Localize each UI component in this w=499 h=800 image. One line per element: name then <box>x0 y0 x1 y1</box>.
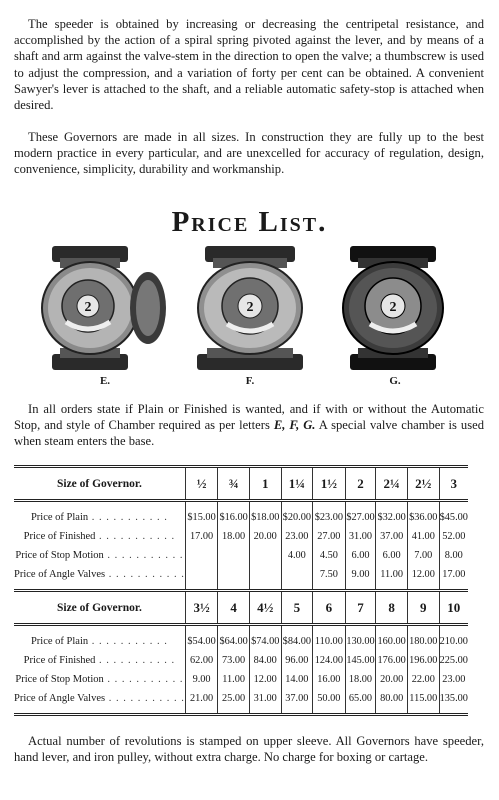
price-row <box>14 689 468 708</box>
price-row <box>14 565 468 584</box>
price-cell: 9.00 <box>345 565 376 584</box>
valve-g-illustration <box>320 244 470 374</box>
price-cell: 4.00 <box>281 546 313 565</box>
price-row-label-text: Price of Angle Valves <box>14 692 106 704</box>
governor-size: 8 <box>376 591 408 625</box>
chamber-letters: E, F, G. <box>273 418 316 433</box>
price-cell: 62.00 <box>185 651 217 670</box>
price-cell: $84.00 <box>281 632 313 651</box>
valve-f-illustration <box>175 244 325 374</box>
price-cell: 110.00 <box>313 632 345 651</box>
price-list-title: Price List. <box>171 206 328 238</box>
price-cell: 41.00 <box>407 527 439 546</box>
price-cell <box>185 565 217 584</box>
order-instructions <box>14 401 484 450</box>
price-row-label-text: Price of Stop Motion <box>15 673 104 685</box>
price-row-label: Price of Angle Valves . . . . . . . . . . . <box>14 692 185 704</box>
price-cell: $45.00 <box>439 508 468 527</box>
price-cell: 196.00 <box>407 651 439 670</box>
price-row <box>14 527 468 546</box>
valve-e-illustration <box>30 244 180 374</box>
price-cell: 37.00 <box>376 527 408 546</box>
price-cell: $32.00 <box>376 508 408 527</box>
price-cell: 6.00 <box>345 546 376 565</box>
governor-size: 5 <box>281 591 313 625</box>
valve-e-number: 2 <box>84 300 92 315</box>
intro-paragraph-speeder: The speeder is obtained by increasing or decreasing the centripetal resistance, and accomplished by the action of a spiral spring pivoted against the lever, and by means of a shaft and arm against the valve-stem in the direction to open the valve; a thumbscrew is used to adjust the compression, and a variation of forty per cent can be obtained. A convenient Sawyer's lever is attached to the shaft, and a reliable automatic safety-stop is attached when desired. <box>14 17 484 113</box>
price-cell: $23.00 <box>313 508 345 527</box>
price-cell <box>185 546 217 565</box>
governor-size: 2 <box>345 467 376 501</box>
governor-size: 9 <box>407 591 439 625</box>
price-cell: 50.00 <box>313 689 345 708</box>
price-cell <box>249 565 281 584</box>
price-cell: 20.00 <box>249 527 281 546</box>
price-cell: 17.00 <box>185 527 217 546</box>
price-cell: 22.00 <box>407 670 439 689</box>
price-cell: $16.00 <box>218 508 250 527</box>
price-row-label-text: Price of Finished <box>23 654 96 666</box>
price-cell: 18.00 <box>345 670 376 689</box>
price-cell: 7.50 <box>313 565 345 584</box>
size-header-label: Size of Governor. <box>14 591 185 625</box>
price-cell: 96.00 <box>281 651 313 670</box>
price-row-label-text: Price of Plain <box>30 511 89 523</box>
price-row-label-text: Price of Plain <box>30 635 89 647</box>
order-note-text-after: A special valve chamber is used when steam enters the base. <box>14 418 484 449</box>
price-cell: 18.00 <box>218 527 250 546</box>
price-row-label: Price of Plain . . . . . . . . . . . <box>30 635 168 647</box>
governor-size: 7 <box>345 591 376 625</box>
price-cell: 145.00 <box>345 651 376 670</box>
price-row-label-text: Price of Stop Motion <box>15 549 104 561</box>
price-cell: 80.00 <box>376 689 408 708</box>
price-row-label: Price of Finished . . . . . . . . . . . <box>23 654 176 666</box>
price-cell: $74.00 <box>249 632 281 651</box>
size-header-label: Size of Governor. <box>14 467 185 501</box>
price-row <box>14 508 468 527</box>
price-cell <box>218 546 250 565</box>
price-cell: 8.00 <box>439 546 468 565</box>
price-cell: 9.00 <box>185 670 217 689</box>
price-cell <box>218 565 250 584</box>
price-cell: 37.00 <box>281 689 313 708</box>
price-cell: 25.00 <box>218 689 250 708</box>
price-row-label: Price of Angle Valves . . . . . . . . . . . <box>14 568 185 580</box>
valve-e-caption: E. <box>99 375 111 387</box>
price-cell: 115.00 <box>407 689 439 708</box>
price-cell: 65.00 <box>345 689 376 708</box>
governor-size: 4 <box>218 591 250 625</box>
price-cell: 176.00 <box>376 651 408 670</box>
valve-g-number: 2 <box>389 300 397 315</box>
price-row-label: Price of Finished . . . . . . . . . . . <box>23 530 176 542</box>
price-cell: 31.00 <box>249 689 281 708</box>
price-row <box>14 546 468 565</box>
governor-size: 6 <box>313 591 345 625</box>
price-cell: 12.00 <box>407 565 439 584</box>
price-cell: 17.00 <box>439 565 468 584</box>
valve-f-number: 2 <box>246 300 254 315</box>
governor-size: 2¼ <box>376 467 408 501</box>
governor-size: 4½ <box>249 591 281 625</box>
price-cell: $15.00 <box>185 508 217 527</box>
price-cell: $20.00 <box>281 508 313 527</box>
size-header-row <box>14 467 468 501</box>
price-cell <box>249 546 281 565</box>
price-cell: 16.00 <box>313 670 345 689</box>
price-cell: 4.50 <box>313 546 345 565</box>
price-cell: 7.00 <box>407 546 439 565</box>
price-cell: 27.00 <box>313 527 345 546</box>
governor-size: ¾ <box>218 467 250 501</box>
price-cell: 73.00 <box>218 651 250 670</box>
price-cell: 23.00 <box>281 527 313 546</box>
price-row-label-text: Price of Angle Valves <box>14 568 106 580</box>
price-row <box>14 670 468 689</box>
price-cell: 21.00 <box>185 689 217 708</box>
governor-size: 2½ <box>407 467 439 501</box>
intro-paragraph-construction: These Governors are made in all sizes. In construction they are fully up to the best modern practice in every particular, and are unexcelled for accuracy of regulation, design, convenience, simplicity, durability and workmanship. <box>14 130 484 177</box>
footer-note: Actual number of revolutions is stamped on upper sleeve. All Governors have speeder, hand lever, and iron pulley, without extra charge. No charge for boxing or cartage. <box>14 734 484 765</box>
price-row-label-text: Price of Finished <box>23 530 96 542</box>
size-header-row <box>14 591 468 625</box>
governor-size: 10 <box>439 591 468 625</box>
price-cell: 124.00 <box>313 651 345 670</box>
price-table <box>14 465 468 716</box>
governor-size: 1 <box>249 467 281 501</box>
governor-size: ½ <box>185 467 217 501</box>
price-cell: 14.00 <box>281 670 313 689</box>
price-cell: 6.00 <box>376 546 408 565</box>
price-cell: 31.00 <box>345 527 376 546</box>
price-cell: $54.00 <box>185 632 217 651</box>
price-cell: 135.00 <box>439 689 468 708</box>
price-row-label: Price of Stop Motion . . . . . . . . . . . <box>15 549 184 561</box>
price-cell: $64.00 <box>218 632 250 651</box>
price-cell: $18.00 <box>249 508 281 527</box>
governor-size: 3 <box>439 467 468 501</box>
price-cell: $36.00 <box>407 508 439 527</box>
price-row-label: Price of Plain . . . . . . . . . . . <box>30 511 168 523</box>
price-cell: 20.00 <box>376 670 408 689</box>
valve-g-caption: G. <box>389 375 401 387</box>
price-row <box>14 651 468 670</box>
price-cell: 210.00 <box>439 632 468 651</box>
price-cell: 11.00 <box>376 565 408 584</box>
price-cell: 84.00 <box>249 651 281 670</box>
price-cell: 11.00 <box>218 670 250 689</box>
price-cell: 23.00 <box>439 670 468 689</box>
price-cell <box>281 565 313 584</box>
price-cell: 130.00 <box>345 632 376 651</box>
price-cell: 160.00 <box>376 632 408 651</box>
price-cell: $27.00 <box>345 508 376 527</box>
price-cell: 225.00 <box>439 651 468 670</box>
valve-f-caption: F. <box>245 375 255 387</box>
governor-size: 1¼ <box>281 467 313 501</box>
price-row-label: Price of Stop Motion . . . . . . . . . . . <box>15 673 184 685</box>
governor-size: 3½ <box>185 591 217 625</box>
price-row <box>14 632 468 651</box>
order-note-text-before: In all orders state if Plain or Finished is wanted, and if with or without the Automatic Stop, and style of Chamber required as per letters <box>14 402 484 433</box>
price-cell: 12.00 <box>249 670 281 689</box>
price-cell: 180.00 <box>407 632 439 651</box>
governor-size: 1½ <box>313 467 345 501</box>
price-cell: 52.00 <box>439 527 468 546</box>
